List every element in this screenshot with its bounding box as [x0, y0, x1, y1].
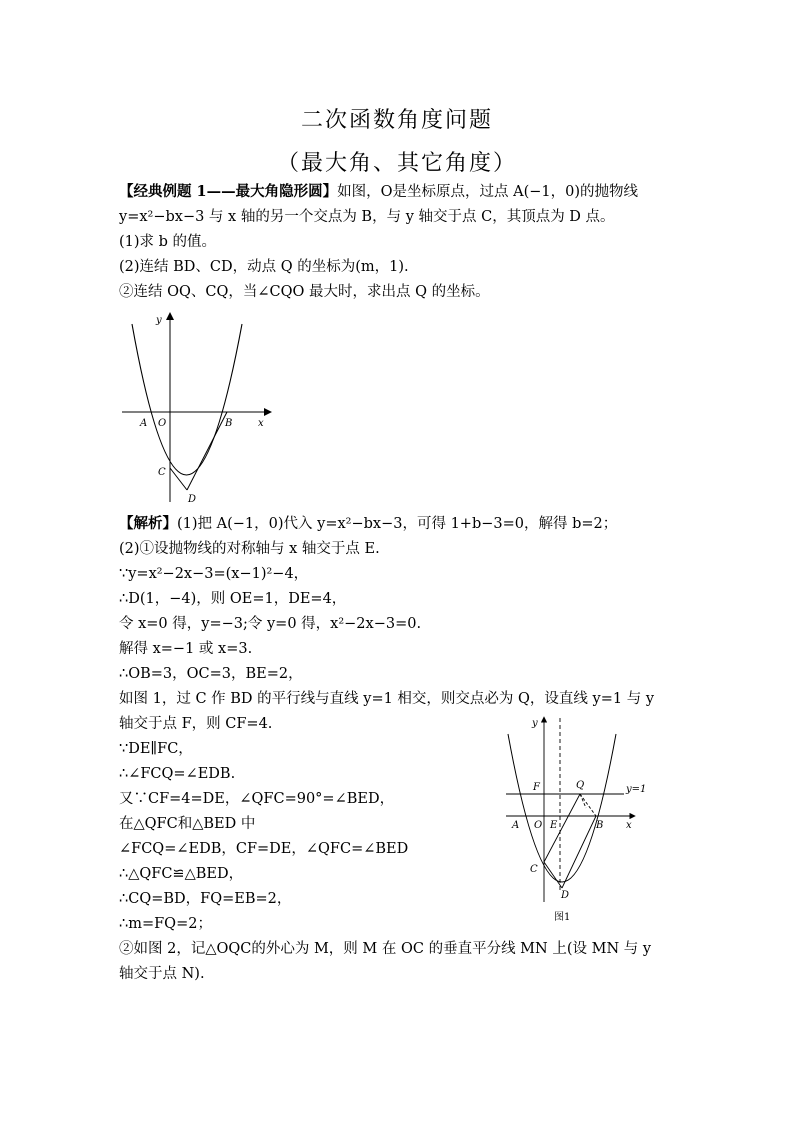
solution-line-19: 轴交于点 N).: [119, 966, 205, 982]
solution-tag: 【解析】: [119, 515, 177, 532]
label-q: Q: [576, 780, 585, 791]
solution-line-16: ∴CQ=BD，FQ=EB=2，: [119, 891, 292, 907]
solution-line-15: ∴△QFC≌△BED，: [119, 866, 244, 882]
page-title: 二次函数角度问题: [300, 108, 493, 133]
label-y: y: [156, 315, 162, 326]
solution-line-9: 轴交于点 F，则 CF=4.: [119, 716, 273, 732]
problem-line-1: [119, 182, 638, 202]
solution-line-1-text: (1)把 A(−1，0)代入 y=x²−bx−3，可得 1+b−3=0，解得 b=2；: [177, 516, 618, 532]
label-b: B: [225, 418, 233, 429]
parabola-curve: [132, 324, 242, 475]
label-x: x: [626, 820, 632, 831]
label-c: C: [530, 864, 538, 875]
label-a: A: [140, 418, 148, 429]
solution-line-11: ∴∠FCQ=∠EDB.: [119, 766, 236, 782]
parabola-figure: [118, 308, 278, 508]
figure-1: [500, 712, 650, 926]
label-o: O: [158, 418, 167, 429]
solution-line-14: ∠FCQ=∠EDB，CF=DE，∠QFC=∠BED: [119, 841, 409, 857]
problem-tag: 【经典例题 1——最大角隐形圆】: [119, 183, 338, 200]
solution-line-6: 解得 x=−1 或 x=3.: [119, 641, 253, 657]
label-line: y=1: [626, 784, 647, 795]
question-2b: ②连结 OQ、CQ，当∠CQO 最大时，求出点 Q 的坐标。: [119, 284, 490, 300]
label-c: C: [158, 467, 166, 478]
label-o: O: [534, 820, 543, 831]
segment-cd: [544, 862, 562, 888]
solution-line-17: ∴m=FQ=2；: [119, 916, 212, 932]
solution-line-13: 在△QFC和△BED 中: [119, 816, 256, 832]
question-1: (1)求 b 的值。: [119, 234, 217, 250]
label-d: D: [188, 494, 197, 505]
label-f: F: [533, 782, 540, 793]
label-e: E: [550, 820, 558, 831]
problem-line-2: y=x²−bx−3 与 x 轴的另一个交点为 B，与 y 轴交于点 C，其顶点为 D 点。: [119, 209, 615, 225]
segment-bd: [187, 412, 227, 490]
dashed-q-path: [580, 794, 596, 816]
label-y: y: [532, 718, 538, 729]
label-b: B: [596, 820, 604, 831]
segment-bd: [562, 816, 596, 888]
parabola-curve: [508, 734, 616, 882]
solution-line-7: ∴OB=3，OC=3，BE=2，: [119, 666, 303, 682]
solution-line-3: ∵y=x²−2x−3=(x−1)²−4，: [119, 566, 309, 582]
label-a: A: [512, 820, 520, 831]
page-subtitle: （最大角、其它角度）: [276, 151, 517, 176]
solution-line-12: 又∵CF=4=DE，∠QFC=90°=∠BED，: [119, 791, 395, 807]
solution-line-10: ∵DE∥FC，: [119, 741, 193, 757]
problem-line-1-text: 如图，O是坐标原点，过点 A(−1，0)的抛物线: [337, 184, 639, 200]
solution-line-4: ∴D(1，−4)，则 OE=1，DE=4，: [119, 591, 347, 607]
solution-line-2: (2)①设抛物线的对称轴与 x 轴交于点 E.: [119, 541, 380, 557]
solution-line-8: 如图 1，过 C 作 BD 的平行线与直线 y=1 相交，则交点必为 Q，设直线 y=1 与 y: [119, 691, 655, 707]
label-d: D: [561, 890, 570, 901]
solution-line-5: 令 x=0 得，y=−3;令 y=0 得，x²−2x−3=0.: [119, 616, 422, 632]
figure-caption: 图1: [554, 912, 571, 923]
solution-line-1: [119, 514, 617, 534]
label-x: x: [258, 418, 264, 429]
solution-line-18: ②如图 2，记△OQC的外心为 M，则 M 在 OC 的垂直平分线 MN 上(设 MN 与 y: [119, 941, 652, 957]
question-2: (2)连结 BD、CD，动点 Q 的坐标为(m，1).: [119, 259, 409, 275]
